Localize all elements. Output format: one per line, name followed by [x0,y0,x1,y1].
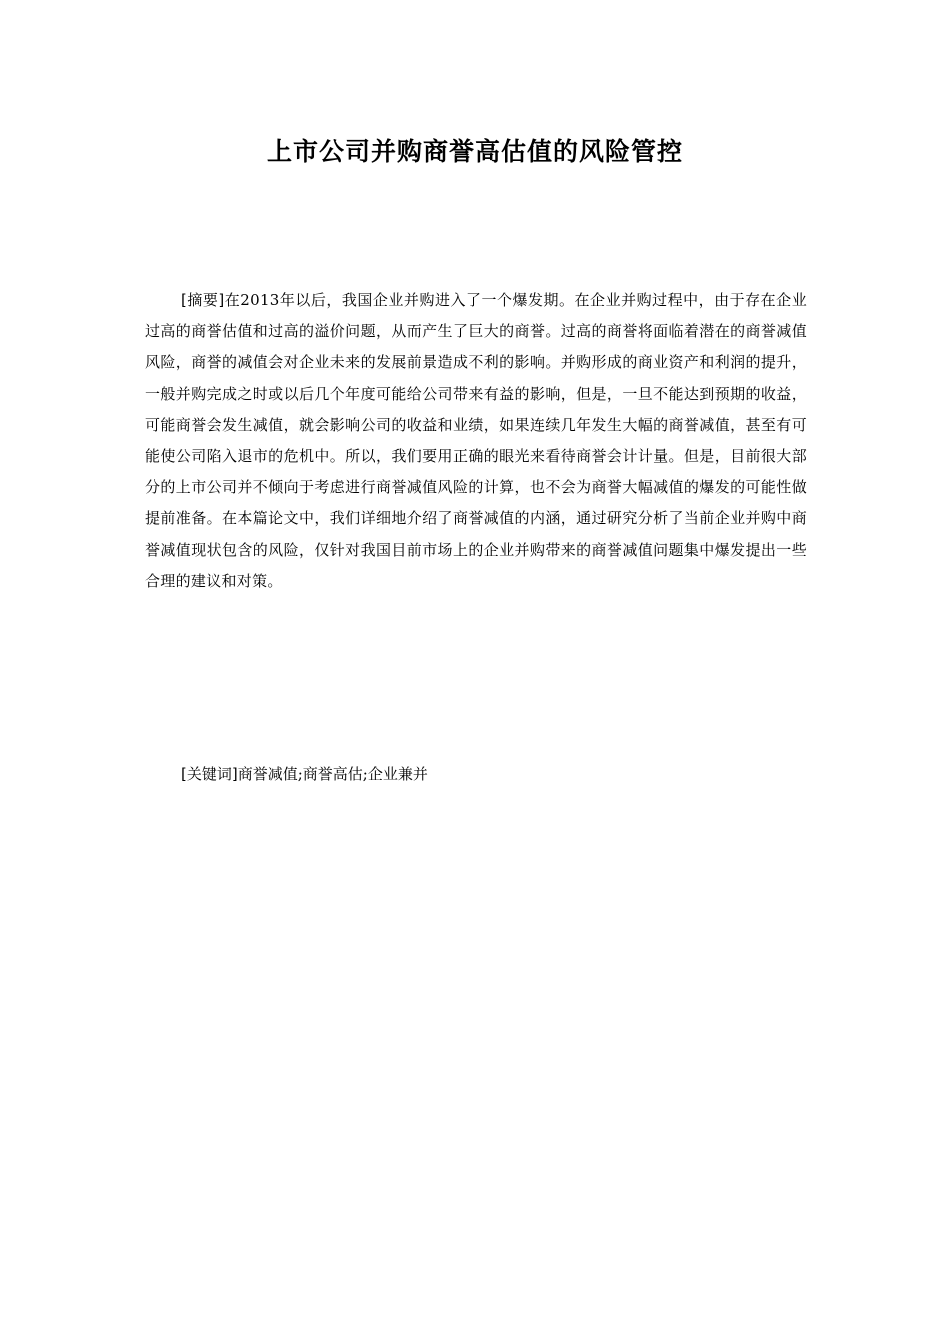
keywords-label: [关键词] [181,765,238,783]
keywords-line [181,760,428,788]
abstract-label: [摘要] [181,291,225,309]
document-title: 上市公司并购商誉高估值的风险管控 [266,137,683,166]
keywords-text: 商誉减值;商誉高估;企业兼并 [237,765,428,783]
abstract-paragraph [145,285,807,597]
abstract-text: 在2013年以后，我国企业并购进入了一个爆发期。在企业并购过程中，由于存在企业过高的商誉估值和过高的溢价问题，从而产生了巨大的商誉。过高的商誉将面临着潜在的商誉减值风险，商誉的减值会对企业未来的发展前景造成不利的影响。并购形成的商业资产和利润的提升，一般并购完成之时或以后几个年度可能给公司带来有益的影响，但是，一旦不能达到预期的收益，可能商誉会发生减值，就会影响公司的收益和业绩，如果连续几年发生大幅的商誉减值，甚至有可能使公司陷入退市的危机中。所以，我们要用正确的眼光来看待商誉会计计量。但是，目前很大部分的上市公司并不倾向于考虑进行商誉减值风险的计算，也不会为商誉大幅减值的爆发的可能性做提前准备。在本篇论文中，我们详细地介绍了商誉减值的内涵，通过研究分析了当前企业并购中商誉减值现状包含的风险，仅针对我国目前市场上的企业并购带来的商誉减值问题集中爆发提出一些合理的建议和对策。 [145,291,807,590]
